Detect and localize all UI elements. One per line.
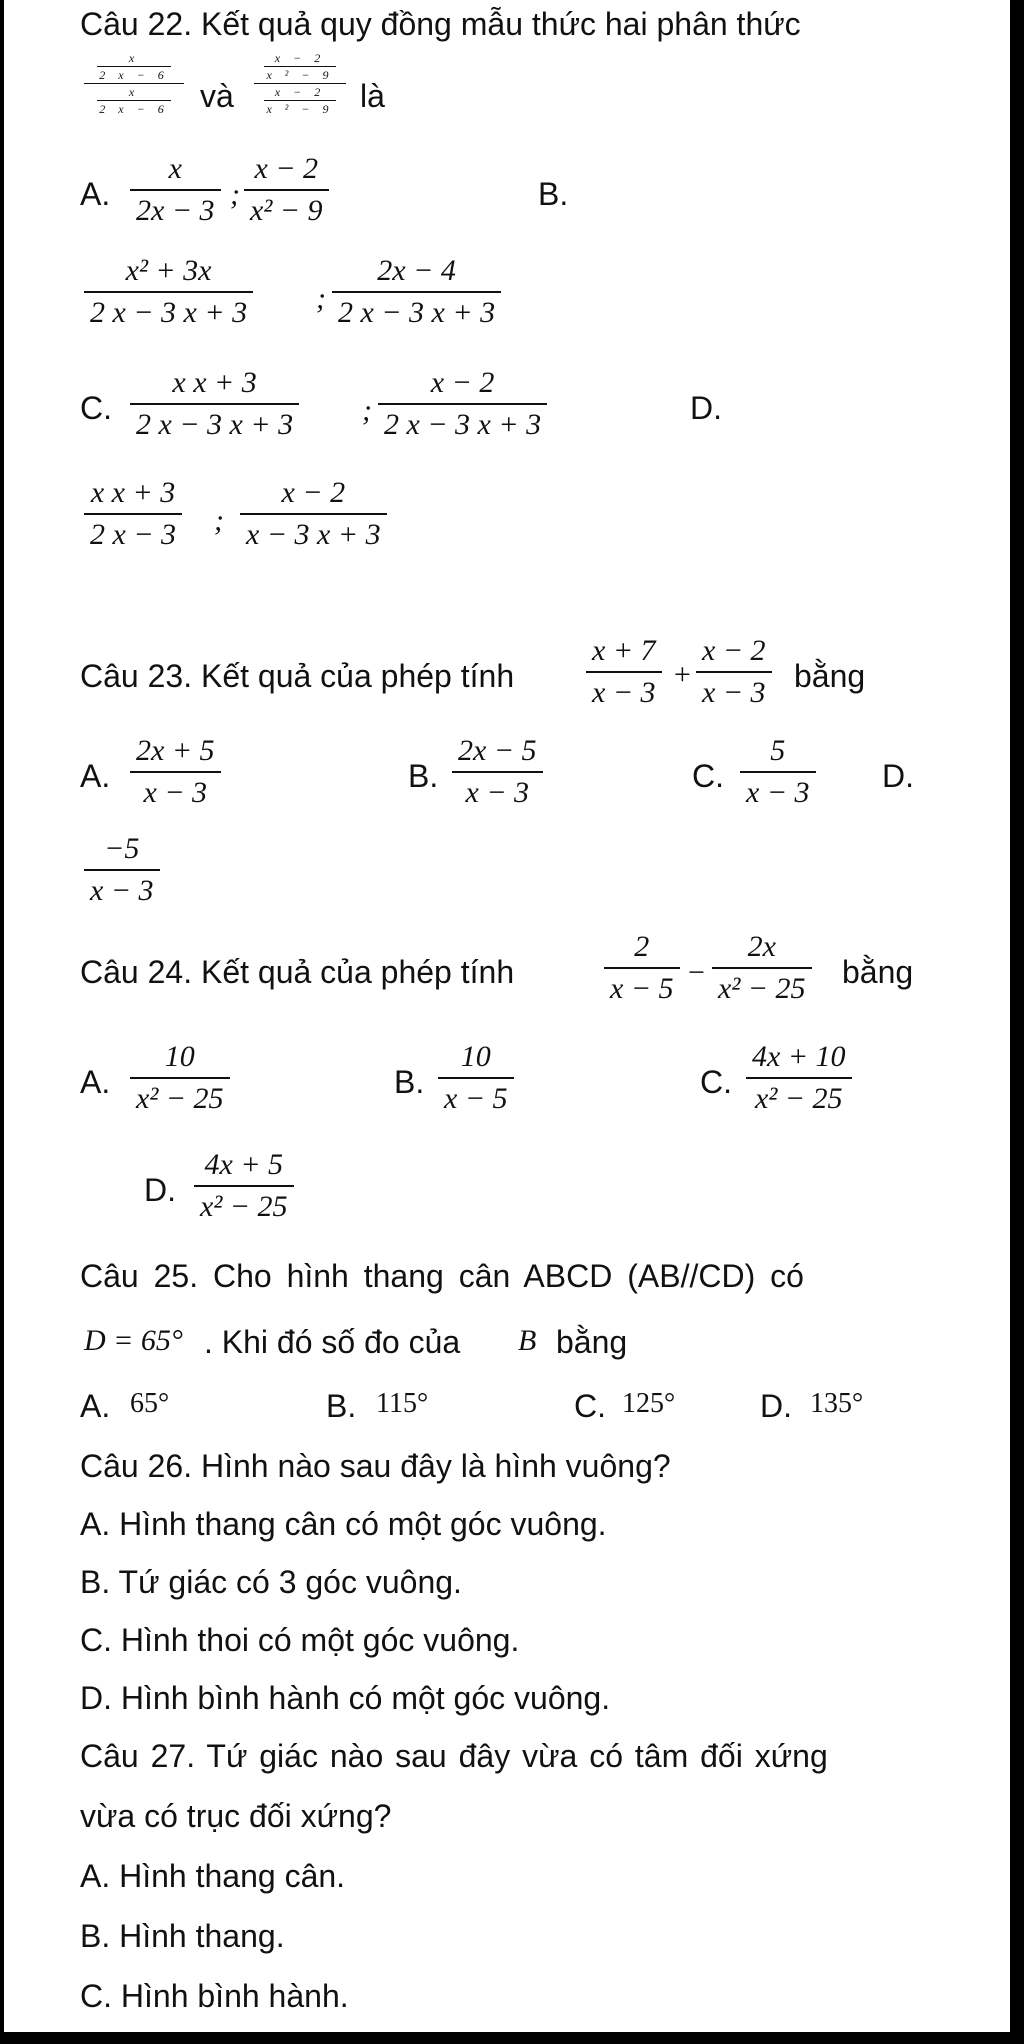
numerator: x − 2	[430, 366, 495, 399]
q25-angle-b: B	[518, 1324, 537, 1357]
q24-option-a-label: A.	[80, 1064, 111, 1100]
q25-angle-d: D = 65°	[84, 1324, 183, 1357]
q23-option-d-fraction	[84, 834, 160, 906]
denominator: x² − 25	[200, 1190, 288, 1223]
q22-fraction-1	[84, 52, 184, 115]
q25-question-text: . Khi đó số đo của	[204, 1324, 461, 1360]
numerator: x² + 3x	[125, 254, 212, 287]
q27-question-line-1: Câu 27. Tứ giác nào sau đây vừa có tâm đối xứng	[80, 1738, 828, 1774]
q24-bang: bằng	[842, 954, 914, 990]
q26-option-c: C. Hình thoi có một góc vuông.	[80, 1622, 520, 1658]
q25-bang: bằng	[556, 1324, 628, 1360]
q22-option-c-fraction-1	[130, 368, 299, 440]
denominator: x − 3	[465, 776, 530, 809]
q24-option-d-fraction	[194, 1150, 294, 1222]
q25-option-c-label: C.	[574, 1388, 606, 1424]
denominator: x² − 25	[718, 972, 806, 1005]
q24-option-b-fraction	[438, 1042, 514, 1114]
q22-f2-top	[264, 52, 335, 81]
denominator: x − 5	[444, 1082, 508, 1115]
numerator: −5	[104, 832, 140, 865]
q23-option-a-label: A.	[80, 758, 111, 794]
denominator: x − 5	[610, 972, 674, 1005]
separator: ;	[214, 504, 224, 537]
separator: ;	[362, 394, 372, 427]
q23-option-b-label: B.	[408, 758, 439, 794]
q27-question-line-2: vừa có trục đối xứng?	[80, 1798, 392, 1834]
q23-option-d-label: D.	[882, 758, 914, 794]
numerator: x − 2	[274, 85, 326, 99]
denominator: 2 x − 3 x + 3	[90, 296, 248, 329]
q22-f1-top	[97, 52, 170, 81]
q24-expression-fraction-2	[712, 932, 812, 1004]
q22-option-d-fraction-2	[240, 478, 387, 550]
separator: ;	[230, 178, 240, 211]
numerator: x − 2	[254, 152, 319, 185]
q25-option-a-label: A.	[80, 1388, 111, 1424]
operator: +	[672, 658, 693, 691]
q27-option-b: B. Hình thang.	[80, 1918, 285, 1954]
denominator: x − 3	[143, 776, 208, 809]
denominator: x² − 25	[755, 1082, 843, 1115]
denominator: 2 x − 3 x + 3	[338, 296, 496, 329]
numerator: x + 7	[592, 634, 656, 667]
q24-option-b-label: B.	[394, 1064, 425, 1100]
q23-option-c-label: C.	[692, 758, 724, 794]
numerator: x x + 3	[172, 366, 257, 399]
operator: −	[686, 956, 707, 989]
q25-option-c-value: 125°	[622, 1388, 676, 1419]
q26-option-a: A. Hình thang cân có một góc vuông.	[80, 1506, 607, 1542]
q24-question: Câu 24. Kết quả của phép tính	[80, 954, 515, 990]
numerator: 2x − 4	[377, 254, 456, 287]
q23-question: Câu 23. Kết quả của phép tính	[80, 658, 515, 694]
numerator: x − 2	[274, 51, 326, 65]
q23-option-b-fraction	[452, 736, 543, 808]
q26-option-b: B. Tứ giác có 3 góc vuông.	[80, 1564, 462, 1600]
q23-expression-fraction-2	[696, 636, 772, 708]
numerator: 2x − 5	[458, 734, 537, 767]
q22-option-c-label: C.	[80, 390, 112, 426]
numerator: 4x + 5	[204, 1148, 284, 1181]
denominator: x − 3	[702, 676, 766, 709]
numerator: x − 2	[702, 634, 766, 667]
q22-question: Câu 22. Kết quả quy đồng mẫu thức hai phân thức	[80, 6, 801, 42]
denominator: x ² − 9	[266, 102, 334, 116]
q27-option-c: C. Hình bình hành.	[80, 1978, 349, 2014]
q26-question: Câu 26. Hình nào sau đây là hình vuông?	[80, 1448, 671, 1484]
numerator: 2x + 5	[136, 734, 215, 767]
q23-option-c-fraction	[740, 736, 816, 808]
q22-f2-bottom	[264, 86, 335, 115]
q24-option-c-label: C.	[700, 1064, 732, 1100]
numerator: 4x + 10	[752, 1040, 846, 1073]
q22-la: là	[360, 78, 385, 114]
denominator: 2 x − 6	[99, 68, 169, 82]
q24-option-a-fraction	[130, 1042, 230, 1114]
q23-expression-fraction-1	[586, 636, 662, 708]
numerator: 5	[770, 734, 786, 767]
numerator: x	[128, 51, 140, 65]
denominator: x² − 9	[250, 194, 323, 227]
q22-option-b-label: B.	[538, 176, 569, 212]
numerator: 2x	[747, 930, 776, 963]
q24-option-c-fraction	[746, 1042, 852, 1114]
denominator: x² − 25	[136, 1082, 224, 1115]
numerator: 10	[460, 1040, 491, 1073]
q27-option-a: A. Hình thang cân.	[80, 1858, 346, 1894]
denominator: x − 3 x + 3	[246, 518, 381, 551]
numerator: x − 2	[281, 476, 346, 509]
q25-option-d-value: 135°	[810, 1388, 864, 1419]
q22-option-c-fraction-2	[378, 368, 547, 440]
denominator: 2 x − 6	[99, 102, 169, 116]
numerator: x	[168, 152, 182, 185]
q24-expression-fraction-1	[604, 932, 680, 1004]
numerator: x	[128, 85, 140, 99]
q22-option-b-fraction-2	[332, 256, 501, 328]
q25-option-b-label: B.	[326, 1388, 357, 1424]
separator: ;	[316, 282, 326, 315]
denominator: x ² − 9	[266, 68, 334, 82]
denominator: 2 x − 3 x + 3	[384, 408, 542, 441]
numerator: 2	[634, 930, 650, 963]
q26-option-d: D. Hình bình hành có một góc vuông.	[80, 1680, 611, 1716]
q25-option-a-value: 65°	[130, 1388, 170, 1419]
q22-f1-bottom	[97, 86, 170, 115]
q24-option-d-label: D.	[144, 1172, 176, 1208]
denominator: 2x − 3	[136, 194, 215, 227]
denominator: x − 3	[592, 676, 656, 709]
denominator: 2 x − 3	[90, 518, 177, 551]
q22-option-a-fraction-1	[130, 154, 221, 226]
document-page	[4, 0, 1010, 2032]
numerator: x x + 3	[90, 476, 176, 509]
q25-question-line-1: Câu 25. Cho hình thang cân ABCD (AB//CD) có	[80, 1258, 804, 1294]
numerator: 10	[164, 1040, 195, 1073]
q22-fraction-2	[254, 52, 346, 115]
q23-bang: bằng	[794, 658, 866, 694]
q22-va: và	[200, 78, 234, 114]
denominator: 2 x − 3 x + 3	[136, 408, 294, 441]
denominator: x − 3	[90, 874, 154, 907]
denominator: x − 3	[746, 776, 810, 809]
q25-option-b-value: 115°	[376, 1388, 429, 1419]
q23-option-a-fraction	[130, 736, 221, 808]
q22-option-a-fraction-2	[244, 154, 329, 226]
q22-option-d-fraction-1	[84, 478, 182, 550]
q22-option-a-label: A.	[80, 176, 111, 212]
q22-option-d-label: D.	[690, 390, 722, 426]
q22-option-b-fraction-1	[84, 256, 253, 328]
q25-option-d-label: D.	[760, 1388, 792, 1424]
bottom-border	[4, 2032, 1010, 2038]
